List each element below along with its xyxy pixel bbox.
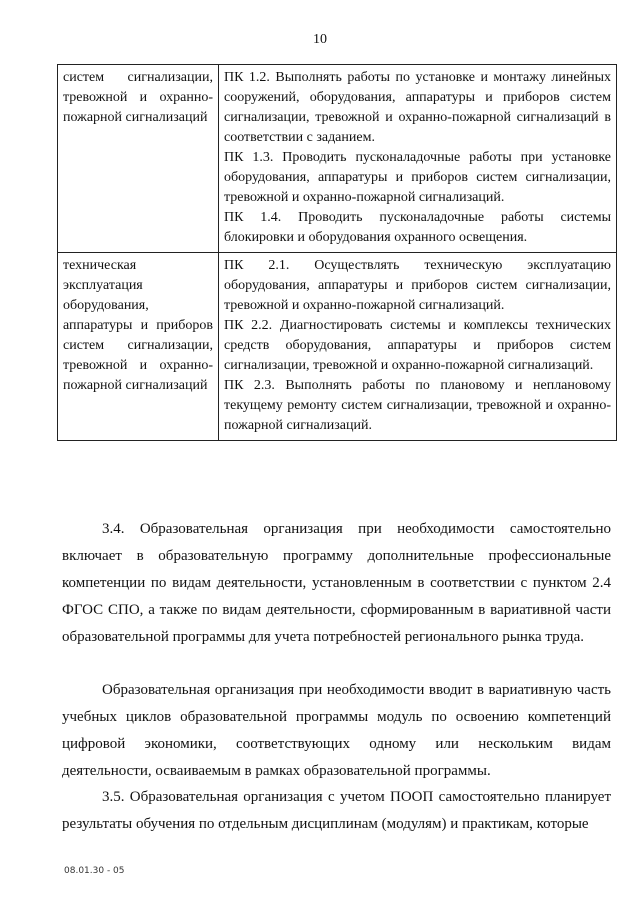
- competency-item: ПК 1.3. Проводить пусконаладочные работы при установке оборудования, аппаратуры и приборов систем сигнализации, тревожной и охранно-пожарной сигнализаций.: [224, 150, 611, 205]
- competency-item: ПК 2.2. Диагностировать системы и комплексы технических средств оборудования, аппаратуры и приборов систем сигнализации, тревожной и охранно-пожарной сигнализаций.: [224, 318, 611, 373]
- competency-cell: [219, 253, 617, 441]
- competency-item: ПК 1.4. Проводить пусконаладочные работы системы блокировки и оборудования охранного освещения.: [224, 210, 611, 245]
- paragraph-text: 3.4. Образовательная организация при необходимости самостоятельно включает в образовательную программу дополнительные профессиональные компетенции по видам деятельности, установленным в соответствии с пунктом 2.4 ФГОС СПО, а также по видам деятельности, сформированным в вариативной части образовательной программы для учета потребностей регионального рынка труда.: [62, 521, 611, 645]
- competency-item: ПК 2.1. Осуществлять техническую эксплуатацию оборудования, аппаратуры и приборов систем сигнализации, тревожной и охранно-пожарной сигнализаций.: [224, 258, 611, 313]
- competency-table: [57, 64, 617, 441]
- paragraph-3-5: [62, 784, 611, 838]
- paragraph-3-4: [62, 516, 611, 651]
- table-row: [58, 253, 617, 441]
- table-row: [58, 65, 617, 253]
- paragraph-text: 3.5. Образовательная организация с учетом ПООП самостоятельно планирует результаты обучения по отдельным дисциплинам (модулям) и практикам, которые: [62, 789, 611, 832]
- paragraph-digital-economy: [62, 677, 611, 785]
- paragraph-text: Образовательная организация при необходимости вводит в вариативную часть учебных циклов образовательной программы модуль по освоению компетенций цифровой экономики, соответствующих одному или нескольким видам деятельности, осваиваемым в рамках образовательной программы.: [62, 682, 611, 779]
- competency-item: ПК 2.3. Выполнять работы по плановому и неплановому текущему ремонту систем сигнализации, тревожной и охранно-пожарной сигнализаций.: [224, 378, 611, 433]
- activity-cell: систем сигнализации, тревожной и охранно-пожарной сигнализаций: [58, 65, 219, 253]
- competency-cell: [219, 65, 617, 253]
- footer-code: 08.01.30 - 05: [64, 866, 125, 876]
- activity-cell: техническая эксплуатация оборудования, аппаратуры и приборов систем сигнализации, тревожной и охранно-пожарной сигнализаций: [58, 253, 219, 441]
- page-number: 10: [313, 32, 327, 47]
- competency-item: ПК 1.2. Выполнять работы по установке и монтажу линейных сооружений, оборудования, аппаратуры и приборов систем сигнализации, тревожной и охранно-пожарной сигнализаций в соответствии с заданием.: [224, 70, 611, 145]
